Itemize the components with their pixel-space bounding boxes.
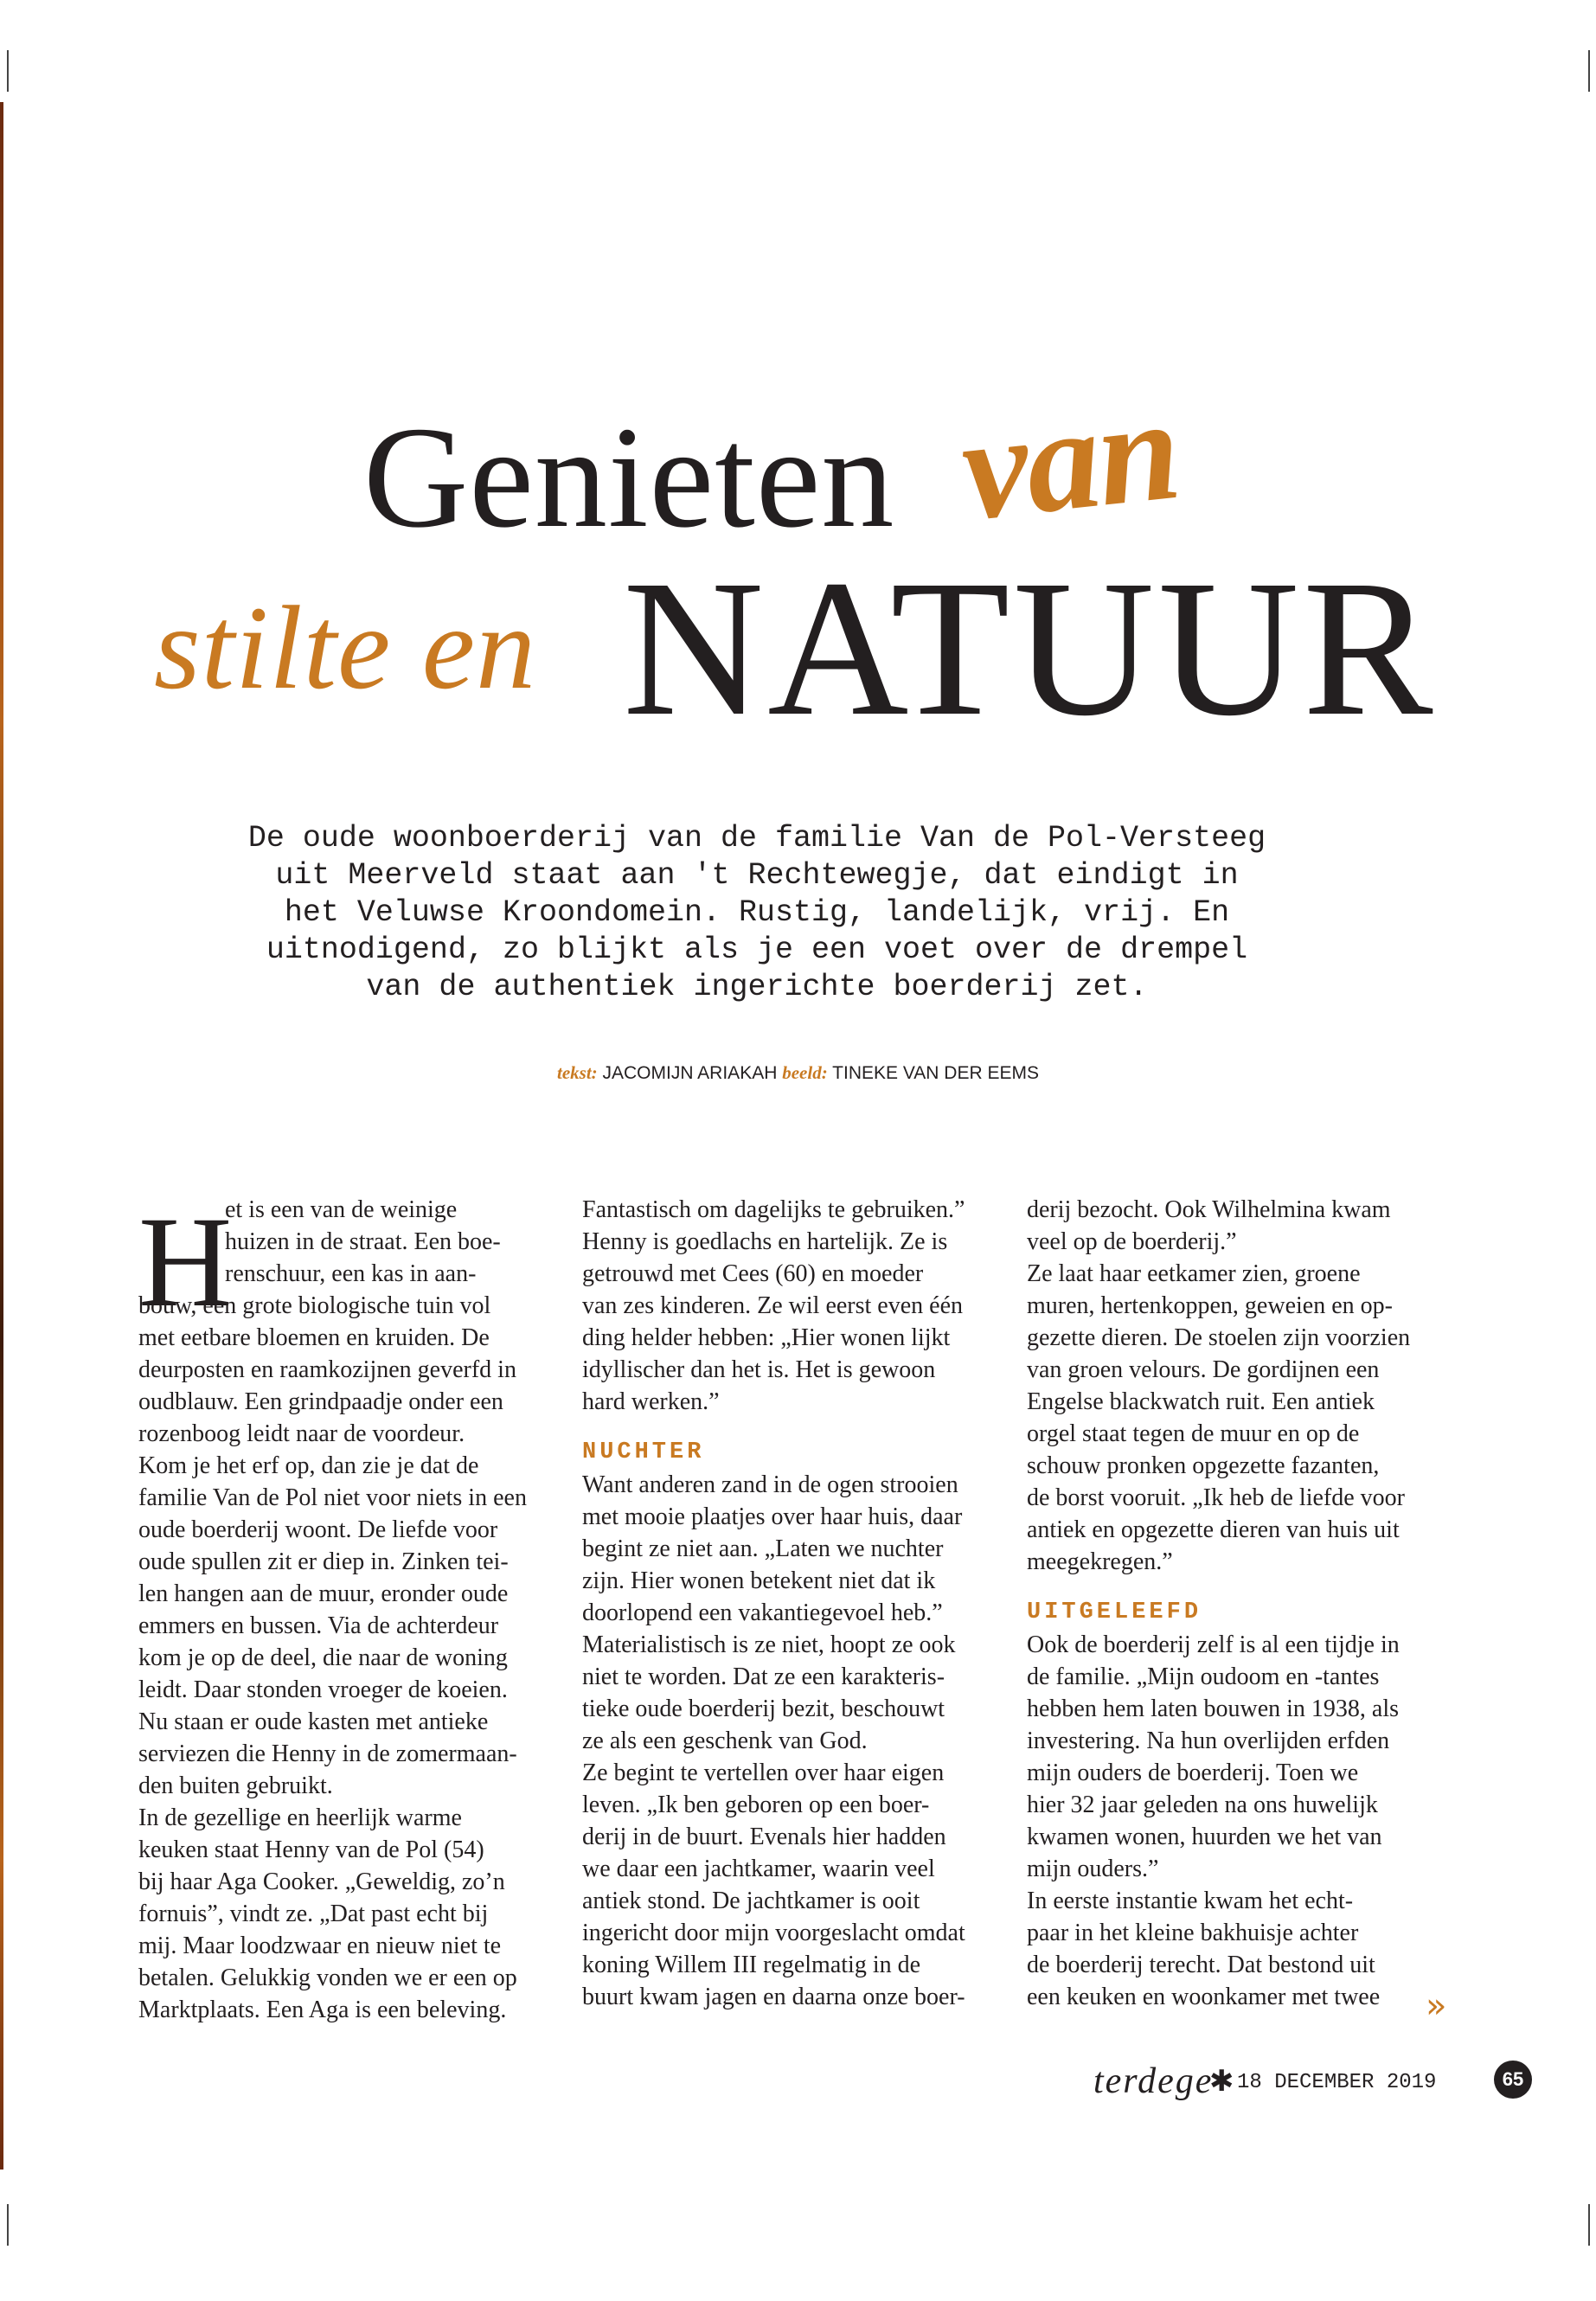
- intro-line: van de authentiek ingerichte boerderij zet.: [366, 970, 1148, 1004]
- body-column-2: [582, 1194, 997, 2013]
- asterisk-icon: ✱: [1209, 2064, 1234, 2099]
- crop-mark-bottom-left: [7, 2204, 9, 2246]
- body-line: mijn ouders.”: [1027, 1856, 1159, 1882]
- body-line: met eetbare bloemen en kruiden. De: [138, 1324, 490, 1351]
- body-line: meegekregen.”: [1027, 1548, 1173, 1575]
- body-line: huizen in de straat. Een boe-: [225, 1228, 501, 1255]
- body-line: renschuur, een kas in aan-: [225, 1260, 477, 1287]
- intro-line: het Veluwse Kroondomein. Rustig, landelijk, vrij. En: [284, 895, 1230, 930]
- body-line: den buiten gebruikt.: [138, 1772, 333, 1799]
- body-line: tieke oude boerderij bezit, beschouwt: [582, 1695, 945, 1722]
- body-line: Kom je het erf op, dan zie je dat de: [138, 1452, 479, 1479]
- body-line: Engelse blackwatch ruit. Een antiek: [1027, 1388, 1375, 1415]
- body-line: rozenboog leidt naar de voordeur.: [138, 1420, 465, 1447]
- body-line: leidt. Daar stonden vroeger de koeien.: [138, 1676, 508, 1703]
- body-line: ingericht door mijn voorgeslacht omdat: [582, 1920, 965, 1946]
- body-line: de borst vooruit. „Ik heb de liefde voor: [1027, 1484, 1405, 1511]
- body-line: emmers en bussen. Via de achterdeur: [138, 1612, 499, 1639]
- body-line: len hangen aan de muur, eronder oude: [138, 1580, 509, 1607]
- body-line: derij bezocht. Ook Wilhelmina kwam: [1027, 1196, 1391, 1223]
- body-line: Materialistisch is ze niet, hoopt ze ook: [582, 1631, 956, 1658]
- intro-line: uitnodigend, zo blijkt als je een voet over de drempel: [266, 933, 1248, 967]
- page-edge-strip: [0, 102, 3, 2170]
- subhead-uitgeleefd: UITGELEEFD: [1027, 1599, 1202, 1625]
- body-line: investering. Na hun overlijden erfden: [1027, 1727, 1390, 1754]
- title-word-van: van: [954, 366, 1186, 551]
- body-line: kom je op de deel, die naar de woning: [138, 1644, 508, 1671]
- body-line: van groen velours. De gordijnen een: [1027, 1356, 1380, 1383]
- body-line: muren, hertenkoppen, geweien en op-: [1027, 1292, 1393, 1319]
- body-column-3: [1027, 1194, 1442, 2013]
- crop-mark-top-right: [1588, 50, 1590, 92]
- body-line: koning Willem III regelmatig in de: [582, 1952, 921, 1978]
- body-line: oude spullen zit er diep in. Zinken tei-: [138, 1548, 509, 1575]
- body-line: bij haar Aga Cooker. „Geweldig, zo’n: [138, 1868, 505, 1895]
- body-line: Fantastisch om dagelijks te gebruiken.”: [582, 1196, 965, 1223]
- body-line: Ze begint te vertellen over haar eigen: [582, 1759, 945, 1786]
- body-line: idyllischer dan het is. Het is gewoon: [582, 1356, 936, 1383]
- body-line: begint ze niet aan. „Laten we nuchter: [582, 1535, 944, 1562]
- body-line: mij. Maar loodzwaar en nieuw niet te: [138, 1932, 502, 1959]
- body-line: de boerderij terecht. Dat bestond uit: [1027, 1952, 1375, 1978]
- body-line: serviezen die Henny in de zomermaan-: [138, 1740, 517, 1767]
- intro-line: De oude woonboerderij van de familie Van de Pol-Versteeg: [247, 821, 1266, 856]
- crop-mark-top-left: [7, 50, 9, 92]
- body-line: een keuken en woonkamer met twee: [1027, 1984, 1381, 2010]
- continue-arrow-icon: »: [1426, 1986, 1447, 2026]
- body-line: van zes kinderen. Ze wil eerst even één: [582, 1292, 964, 1319]
- body-line: et is een van de weinige: [225, 1196, 458, 1223]
- body-line: paar in het kleine bakhuisje achter: [1027, 1920, 1359, 1946]
- byline-image-label: beeld:: [782, 1062, 828, 1083]
- body-line: hebben hem laten bouwen in 1938, als: [1027, 1695, 1400, 1722]
- body-line: Marktplaats. Een Aga is een beleving.: [138, 1997, 507, 2023]
- body-line: doorlopend een vakantiegevoel heb.”: [582, 1599, 943, 1626]
- byline: [0, 1062, 1596, 1084]
- issue-date: 18 DECEMBER 2019: [1237, 2071, 1437, 2094]
- body-line: leven. „Ik ben geboren op een boer-: [582, 1791, 930, 1818]
- byline-text-name: JACOMIJN ARIAKAH: [602, 1063, 778, 1083]
- body-line: gezette dieren. De stoelen zijn voorzien: [1027, 1324, 1411, 1351]
- body-line: fornuis”, vindt ze. „Dat past echt bij: [138, 1900, 489, 1927]
- byline-text-label: tekst:: [557, 1062, 598, 1083]
- drop-cap: H: [138, 1190, 233, 1334]
- body-line: antiek en opgezette dieren van huis uit: [1027, 1516, 1400, 1543]
- body-line: Ze laat haar eetkamer zien, groene: [1027, 1260, 1361, 1287]
- title-word-stilte-en: stilte en: [154, 581, 537, 714]
- body-line: In de gezellige en heerlijk warme: [138, 1804, 462, 1831]
- body-line: orgel staat tegen de muur en op de: [1027, 1420, 1360, 1447]
- body-line: Ook de boerderij zelf is al een tijdje in: [1027, 1631, 1400, 1658]
- body-line: Nu staan er oude kasten met antieke: [138, 1708, 489, 1735]
- body-line: hard werken.”: [582, 1388, 720, 1415]
- body-line: de familie. „Mijn oudoom en -tantes: [1027, 1663, 1380, 1690]
- body-column-1: [138, 1190, 545, 2026]
- body-line: deurposten en raamkozijnen geverfd in: [138, 1356, 516, 1383]
- body-line: niet te worden. Dat ze een karakteris-: [582, 1663, 945, 1690]
- title-word-genieten: Genieten: [363, 397, 895, 558]
- body-line: we daar een jachtkamer, waarin veel: [582, 1856, 935, 1882]
- body-line: In eerste instantie kwam het echt-: [1027, 1888, 1354, 1914]
- body-line: kwamen wonen, huurden we het van: [1027, 1823, 1382, 1850]
- intro-line: uit Meerveld staat aan 't Rechtewegje, dat eindigt in: [275, 858, 1239, 893]
- body-line: derij in de buurt. Evenals hier hadden: [582, 1823, 946, 1850]
- body-line: Want anderen zand in de ogen strooien: [582, 1471, 958, 1498]
- body-line: antiek stond. De jachtkamer is ooit: [582, 1888, 920, 1914]
- body-line: mijn ouders de boerderij. Toen we: [1027, 1759, 1359, 1786]
- body-line: zijn. Hier wonen betekent niet dat ik: [582, 1567, 936, 1594]
- body-line: hier 32 jaar geleden na ons huwelijk: [1027, 1791, 1378, 1818]
- body-line: familie Van de Pol niet voor niets in een: [138, 1484, 527, 1511]
- title-word-natuur: NATUUR: [623, 540, 1437, 756]
- body-line: met mooie plaatjes over haar huis, daar: [582, 1503, 963, 1530]
- crop-mark-bottom-right: [1588, 2204, 1590, 2246]
- body-line: keuken staat Henny van de Pol (54): [138, 1836, 484, 1863]
- byline-image-name: TINEKE VAN DER EEMS: [832, 1063, 1039, 1083]
- magazine-logo: terdege: [1093, 2061, 1214, 2101]
- body-line: veel op de boerderij.”: [1027, 1228, 1237, 1255]
- page-number: 65: [1494, 2061, 1532, 2099]
- body-line: ding helder hebben: „Hier wonen lijkt: [582, 1324, 951, 1351]
- intro-paragraph: [216, 820, 1298, 1006]
- body-line: schouw pronken opgezette fazanten,: [1027, 1452, 1380, 1479]
- body-line: oude boerderij woont. De liefde voor: [138, 1516, 498, 1543]
- subhead-nuchter: NUCHTER: [582, 1439, 705, 1465]
- body-line: Henny is goedlachs en hartelijk. Ze is: [582, 1228, 948, 1255]
- body-line: oudblauw. Een grindpaadje onder een: [138, 1388, 503, 1415]
- body-line: ze als een geschenk van God.: [582, 1727, 868, 1754]
- body-line: getrouwd met Cees (60) en moeder: [582, 1260, 924, 1287]
- body-line: betalen. Gelukkig vonden we er een op: [138, 1965, 517, 1991]
- body-line: bouw, een grote biologische tuin vol: [138, 1292, 491, 1319]
- body-line: buurt kwam jagen en daarna onze boer-: [582, 1984, 965, 2010]
